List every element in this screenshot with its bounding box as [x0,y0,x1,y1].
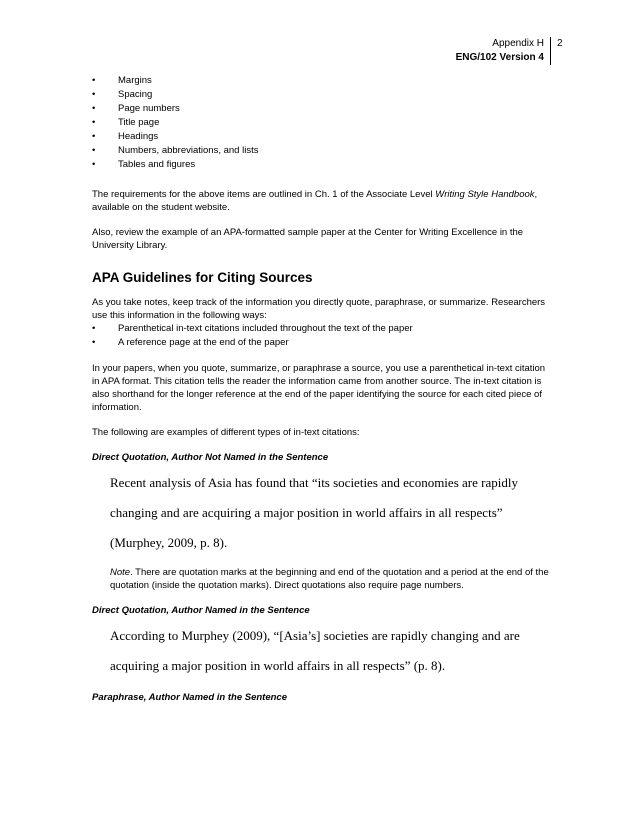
list-item: • Title page [92,117,160,128]
example2-heading: Direct Quotation, Author Named in the Sentence [92,605,310,616]
list-item: • A reference page at the end of the paper [92,337,289,348]
page-header [456,37,551,65]
example3-heading: Paraphrase, Author Named in the Sentence [92,692,287,703]
note-label: Note [110,567,131,578]
handbook-title: Writing Style Handbook [435,189,535,200]
list-item: • Page numbers [92,103,180,114]
list-item: • Parenthetical in-text citations included throughout the text of the paper [92,323,413,334]
format-items-list [92,74,552,172]
list-item: • Margins [92,75,152,86]
bullet-icon: • [92,145,96,156]
uses-list [92,322,552,350]
examples-paragraph: The following are examples of different types of in-text citations: [92,427,360,438]
example1-note: Note. There are quotation marks at the beginning and end of the quotation and a period at the end of the quotation (inside the quotation marks). Direct quotations also require page numbers. [110,567,549,591]
bullet-icon: • [92,103,96,114]
list-item: • Spacing [92,89,153,100]
list-item: • Numbers, abbreviations, and lists [92,145,259,156]
bullet-icon: • [92,323,96,334]
bullet-icon: • [92,337,96,348]
document-body [92,74,552,704]
bullet-icon: • [92,117,96,128]
papers-paragraph: In your papers, when you quote, summarize, or paraphrase a source, you use a parenthetical in-text citation in APA format. This citation tells the reader the information came from another source. The in-text citation is also shorthand for the longer reference at the end of the paper identifying the source for each cited piece of information. [92,363,546,413]
example1-quote: Recent analysis of Asia has found that “its societies and economies are rapidly changing and are acquiring a major position in world affairs in all respects” (Murphey, 2009, p. 8). [110,475,518,550]
course-label: ENG/102 Version 4 [455,52,544,63]
example2-quote: According to Murphey (2009), “[Asia’s] societies are rapidly changing and are acquiring a major position in world affairs in all respects” (p. 8). [110,628,520,673]
bullet-icon: • [92,131,96,142]
page-number: 2 [557,38,563,49]
bullet-icon: • [92,75,96,86]
list-item: • Headings [92,131,159,142]
example1-heading: Direct Quotation, Author Not Named in the Sentence [92,452,329,463]
notes-paragraph: As you take notes, keep track of the information you directly quote, paraphrase, or summarize. Researchers use this information in the following ways: [92,297,546,321]
requirements-paragraph: The requirements for the above items are outlined in Ch. 1 of the Associate Level Writing Style Handbook, available on the student website. [92,189,538,213]
section-heading: APA Guidelines for Citing Sources [92,270,313,285]
list-item: • Tables and figures [92,159,196,170]
appendix-label: Appendix H [492,38,544,49]
bullet-icon: • [92,89,96,100]
bullet-icon: • [92,159,96,170]
review-paragraph: Also, review the example of an APA-formatted sample paper at the Center for Writing Excellence in the University Library. [92,227,524,251]
